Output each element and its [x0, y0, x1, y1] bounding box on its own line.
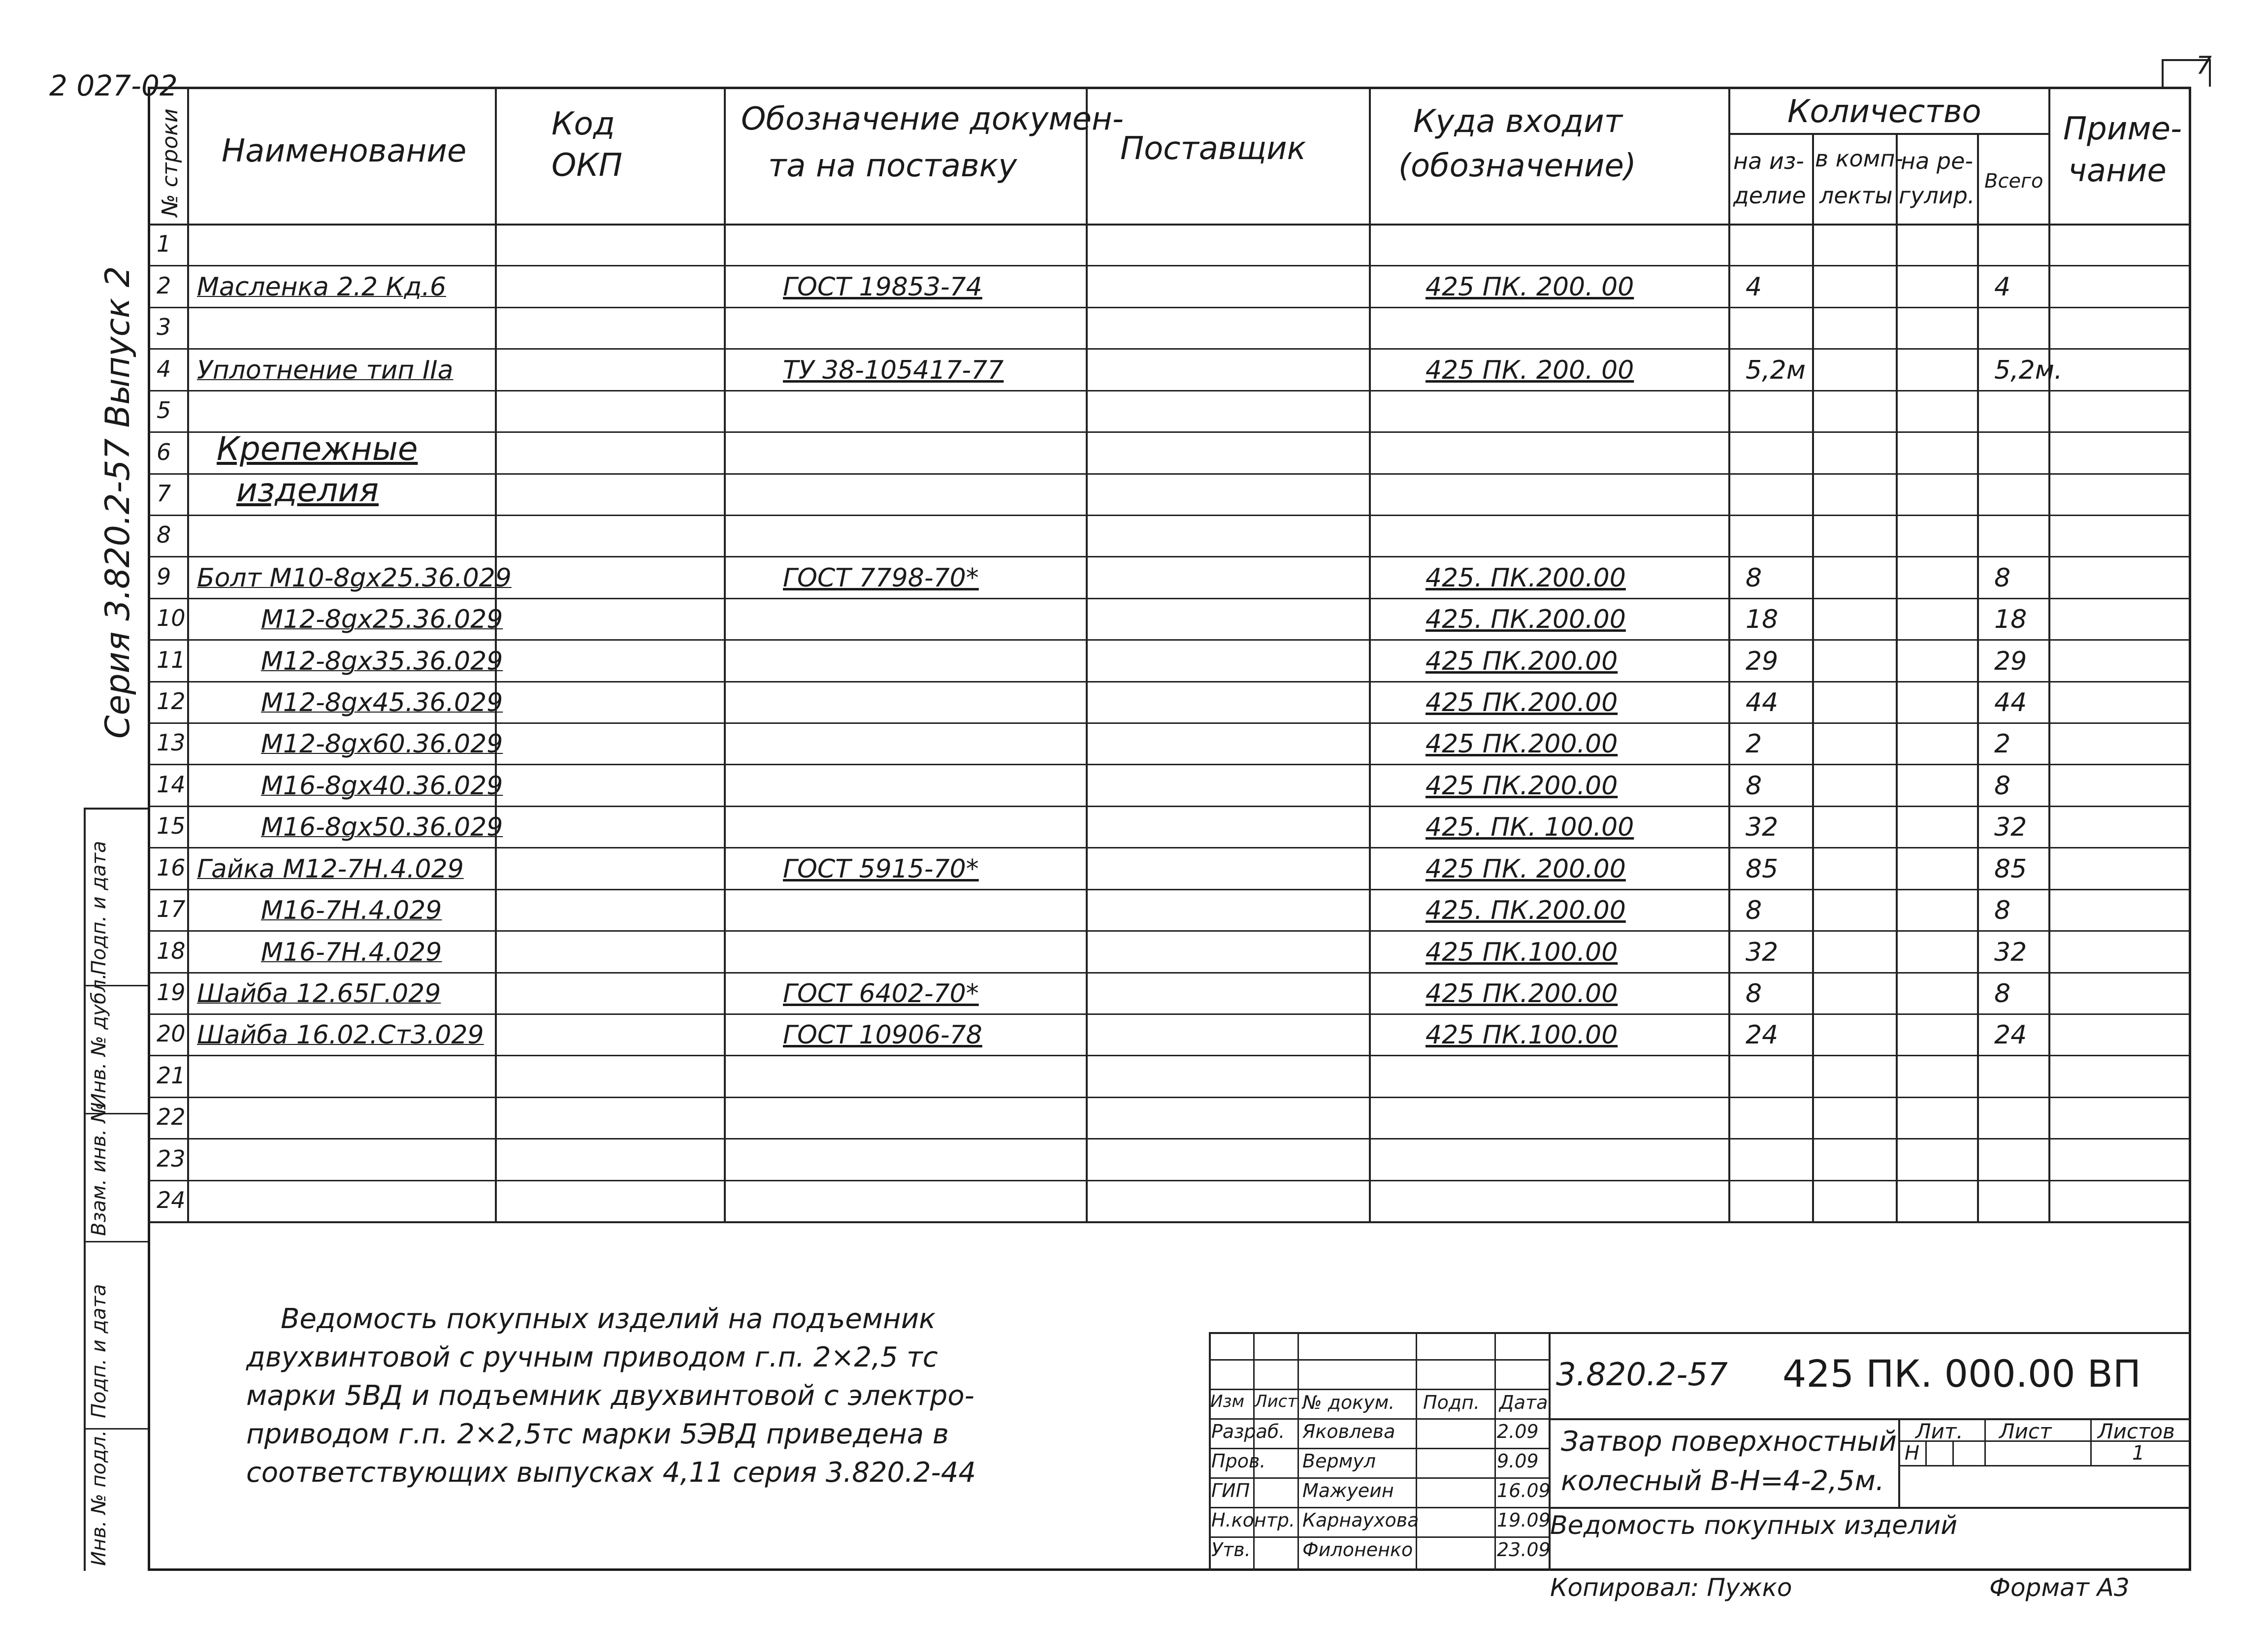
row-where: 425 ПК.200.00	[1426, 978, 1618, 1009]
margin-field-3: Взам. инв. №	[88, 1102, 110, 1236]
header-row-no: № строки	[158, 108, 183, 217]
margin-box-top	[84, 808, 148, 810]
row-number: 4	[157, 355, 171, 382]
signer-date: 19.09	[1497, 1509, 1551, 1531]
row-qty-item: 2	[1746, 729, 1762, 759]
row-divider	[148, 722, 2191, 724]
row-divider	[148, 1180, 2191, 1181]
row-divider	[148, 1013, 2191, 1015]
row-qty-item: 24	[1746, 1020, 1779, 1050]
row-where: 425. ПК.200.00	[1426, 563, 1626, 593]
row-number: 16	[157, 854, 186, 881]
stamp-doc-title: Ведомость покупных изделий	[1550, 1511, 1958, 1540]
signer-role: ГИП	[1211, 1480, 1250, 1501]
row-qty-item: 8	[1746, 896, 1762, 926]
row-name: Крепежные	[217, 429, 418, 468]
row-divider	[148, 764, 2191, 765]
row-divider	[148, 847, 2191, 848]
header-doc-1: Обозначение докумен-	[741, 101, 1124, 137]
margin-field-5: Инв. № подл.	[88, 1430, 110, 1566]
signer-date: 2.09	[1497, 1421, 1539, 1442]
note-line-5: соответствующих выпусках 4,11 серия 3.820.2-44	[246, 1457, 976, 1489]
row-divider	[148, 598, 2191, 599]
stamp-designation: 425 ПК. 000.00 ВП	[1782, 1352, 2141, 1396]
row-doc: ТУ 38-105417-77	[783, 355, 1004, 385]
header-name: Наименование	[222, 133, 467, 169]
row-number: 13	[157, 729, 186, 756]
header-where-1: Куда входит	[1413, 103, 1622, 140]
header-note-1: Приме-	[2063, 111, 2182, 147]
row-divider	[148, 265, 2191, 266]
row-divider	[148, 307, 2191, 308]
signer-name: Вермул	[1302, 1450, 1376, 1472]
stamp-col-sign: Подп.	[1423, 1392, 1480, 1413]
header-qty-kit-1: в комп-	[1815, 145, 1904, 172]
row-divider	[148, 930, 2191, 932]
header-supplier: Поставщик	[1120, 130, 1306, 167]
row-doc: ГОСТ 19853-74	[783, 272, 982, 302]
row-qty-item: 32	[1746, 813, 1779, 843]
signer-date: 16.09	[1497, 1480, 1551, 1501]
row-number: 23	[157, 1145, 186, 1172]
row-where: 425 ПК.200.00	[1426, 646, 1618, 676]
header-qty-kit-2: лекты	[1819, 182, 1893, 209]
stamp-format: Формат А3	[1989, 1573, 2130, 1602]
stamp-title-2: колесный В-Н=4-2,5м.	[1561, 1465, 1884, 1497]
row-where: 425 ПК.200.00	[1426, 771, 1618, 801]
row-number: 10	[157, 605, 186, 632]
row-qty-total: 8	[1994, 896, 2011, 926]
row-qty-item: 5,2м	[1746, 355, 1806, 385]
header-qty-adj-1: на ре-	[1901, 148, 1973, 174]
row-name: Шайба 12.65Г.029	[197, 978, 441, 1009]
page-number: 7	[2196, 51, 2212, 80]
stamp-col-doc: № докум.	[1302, 1392, 1395, 1413]
row-number: 18	[157, 937, 186, 964]
row-name: Болт М10-8gx25.36.029	[197, 563, 512, 593]
row-qty-total: 18	[1994, 605, 2027, 635]
margin-field-2: Инв. № дубл.	[88, 973, 110, 1108]
row-number: 21	[157, 1062, 186, 1089]
row-number: 9	[157, 563, 171, 590]
row-divider	[148, 972, 2191, 974]
header-doc-2: та на поставку	[768, 148, 1017, 184]
signer-name: Яковлева	[1302, 1421, 1395, 1442]
row-divider	[148, 806, 2191, 807]
stamp-series: 3.820.2-57	[1556, 1357, 1728, 1393]
stamp-sheets-value: 1	[2132, 1442, 2145, 1465]
row-number: 15	[157, 813, 186, 840]
row-number: 7	[157, 480, 171, 507]
row-where: 425 ПК.200.00	[1426, 729, 1618, 759]
row-where: 425. ПК.200.00	[1426, 896, 1626, 926]
row-where: 425 ПК.200.00	[1426, 688, 1618, 717]
row-divider	[148, 1097, 2191, 1098]
row-where: 425 ПК.100.00	[1426, 1020, 1618, 1050]
row-qty-item: 29	[1746, 646, 1779, 676]
drawing-code: 2 027-02	[49, 69, 178, 102]
row-where: 425 ПК.100.00	[1426, 937, 1618, 967]
row-number: 24	[157, 1187, 186, 1213]
row-qty-total: 2	[1994, 729, 2011, 759]
row-number: 2	[157, 272, 171, 299]
row-qty-total: 32	[1994, 813, 2027, 843]
row-number: 3	[157, 314, 171, 341]
margin-box-left	[84, 808, 86, 1571]
row-name: Масленка 2.2 Кд.6	[197, 272, 447, 302]
row-divider	[148, 431, 2191, 433]
header-qty-total: Всего	[1984, 170, 2043, 193]
row-qty-total: 85	[1994, 854, 2027, 884]
signer-date: 23.09	[1497, 1539, 1551, 1561]
row-number: 8	[157, 521, 171, 549]
margin-field-4: Подп. и дата	[88, 1284, 110, 1418]
row-doc: ГОСТ 5915-70*	[783, 854, 979, 884]
row-name: М16-7Н.4.029	[261, 937, 442, 967]
signer-role: Утв.	[1211, 1539, 1251, 1561]
row-name: Гайка М12-7Н.4.029	[197, 854, 464, 884]
row-divider	[148, 1138, 2191, 1140]
row-divider	[148, 348, 2191, 350]
row-qty-item: 8	[1746, 563, 1762, 593]
note-line-2: двухвинтовой с ручным приводом г.п. 2×2,5 тс	[246, 1341, 938, 1373]
row-divider	[148, 556, 2191, 557]
signer-name: Филоненко	[1302, 1539, 1413, 1561]
stamp-col-izm: Изм	[1210, 1392, 1245, 1411]
row-divider	[148, 1055, 2191, 1056]
row-divider	[148, 639, 2191, 641]
row-where: 425 ПК. 200. 00	[1426, 272, 1634, 302]
row-name: Уплотнение тип IIa	[197, 355, 454, 385]
row-number: 12	[157, 688, 186, 715]
row-name: изделия	[236, 471, 379, 509]
row-qty-item: 85	[1746, 854, 1779, 884]
row-name: Шайба 16.02.Ст3.029	[197, 1020, 484, 1050]
note-line-1: Ведомость покупных изделий на подъемник	[281, 1303, 936, 1335]
row-divider	[148, 681, 2191, 683]
row-qty-item: 8	[1746, 771, 1762, 801]
header-qty-item-1: на из-	[1733, 148, 1804, 174]
signer-role: Н.контр.	[1211, 1509, 1296, 1531]
row-name: М16-8gx40.36.029	[261, 771, 503, 801]
signer-name: Карнаухова	[1302, 1509, 1419, 1531]
row-divider	[148, 889, 2191, 890]
row-doc: ГОСТ 7798-70*	[783, 563, 979, 593]
row-divider	[148, 390, 2191, 391]
row-name: М12-8gx25.36.029	[261, 605, 503, 635]
header-code: Код ОКП	[551, 106, 622, 184]
header-where-2: (обозначение)	[1398, 148, 1636, 184]
row-divider	[148, 515, 2191, 516]
row-qty-item: 32	[1746, 937, 1779, 967]
row-where: 425. ПК. 100.00	[1426, 813, 1634, 843]
stamp-col-list: Лист	[1255, 1392, 1297, 1411]
header-qty-adj-2: гулир.	[1899, 182, 1975, 209]
row-divider	[148, 473, 2191, 475]
signer-role: Пров.	[1211, 1450, 1266, 1472]
stamp-col-date: Дата	[1499, 1392, 1548, 1413]
row-where: 425 ПК. 200.00	[1426, 854, 1626, 884]
row-qty-total: 4	[1994, 272, 2011, 302]
row-qty-total: 8	[1994, 771, 2011, 801]
row-qty-total: 32	[1994, 937, 2027, 967]
row-qty-item: 18	[1746, 605, 1779, 635]
row-doc: ГОСТ 6402-70*	[783, 978, 979, 1009]
stamp-sheets: Листов	[2098, 1419, 2175, 1443]
stamp-lit: Лит.	[1915, 1419, 1963, 1443]
margin-field-1: Подп. и дата	[88, 841, 110, 975]
row-qty-total: 8	[1994, 563, 2011, 593]
row-name: М16-7Н.4.029	[261, 896, 442, 926]
note-line-3: марки 5ВД и подъемник двухвинтовой с электро-	[246, 1380, 974, 1412]
header-qty-item-2: делие	[1733, 182, 1806, 209]
row-number: 11	[157, 646, 186, 673]
stamp-title-1: Затвор поверхностный	[1561, 1426, 1897, 1458]
signer-date: 9.09	[1497, 1450, 1539, 1472]
row-qty-total: 44	[1994, 688, 2027, 717]
stamp-lit-value: Н	[1905, 1442, 1920, 1465]
stamp-copied: Копировал: Пужко	[1550, 1573, 1792, 1602]
row-name: М12-8gx45.36.029	[261, 688, 503, 717]
stamp-sheet: Лист	[1999, 1419, 2052, 1443]
row-qty-total: 5,2м.	[1994, 355, 2063, 385]
header-qty: Количество	[1787, 94, 1981, 130]
note-paragraph	[246, 1300, 976, 1492]
row-number: 1	[157, 230, 171, 258]
row-qty-total: 8	[1994, 978, 2011, 1009]
row-number: 22	[157, 1104, 186, 1131]
row-number: 19	[157, 978, 186, 1006]
row-doc: ГОСТ 10906-78	[783, 1020, 982, 1050]
row-number: 20	[157, 1020, 186, 1047]
signer-role: Разраб.	[1211, 1421, 1285, 1442]
row-where: 425 ПК. 200. 00	[1426, 355, 1634, 385]
header-note-2: чание	[2068, 153, 2167, 189]
row-number: 14	[157, 771, 186, 798]
row-qty-total: 24	[1994, 1020, 2027, 1050]
row-qty-item: 8	[1746, 978, 1762, 1009]
row-number: 5	[157, 397, 171, 424]
row-qty-total: 29	[1994, 646, 2027, 676]
row-number: 6	[157, 438, 171, 465]
row-qty-item: 4	[1746, 272, 1762, 302]
row-name: М12-8gx35.36.029	[261, 646, 503, 676]
series-label: Серия 3.820.2-57 Выпуск 2	[98, 266, 137, 739]
row-qty-item: 44	[1746, 688, 1779, 717]
row-where: 425. ПК.200.00	[1426, 605, 1626, 635]
signer-name: Мажуеин	[1302, 1480, 1394, 1501]
row-number: 17	[157, 896, 186, 923]
note-line-4: приводом г.п. 2×2,5тс марки 5ЭВД приведена в	[246, 1418, 949, 1450]
row-name: М16-8gx50.36.029	[261, 813, 503, 843]
row-name: М12-8gx60.36.029	[261, 729, 503, 759]
